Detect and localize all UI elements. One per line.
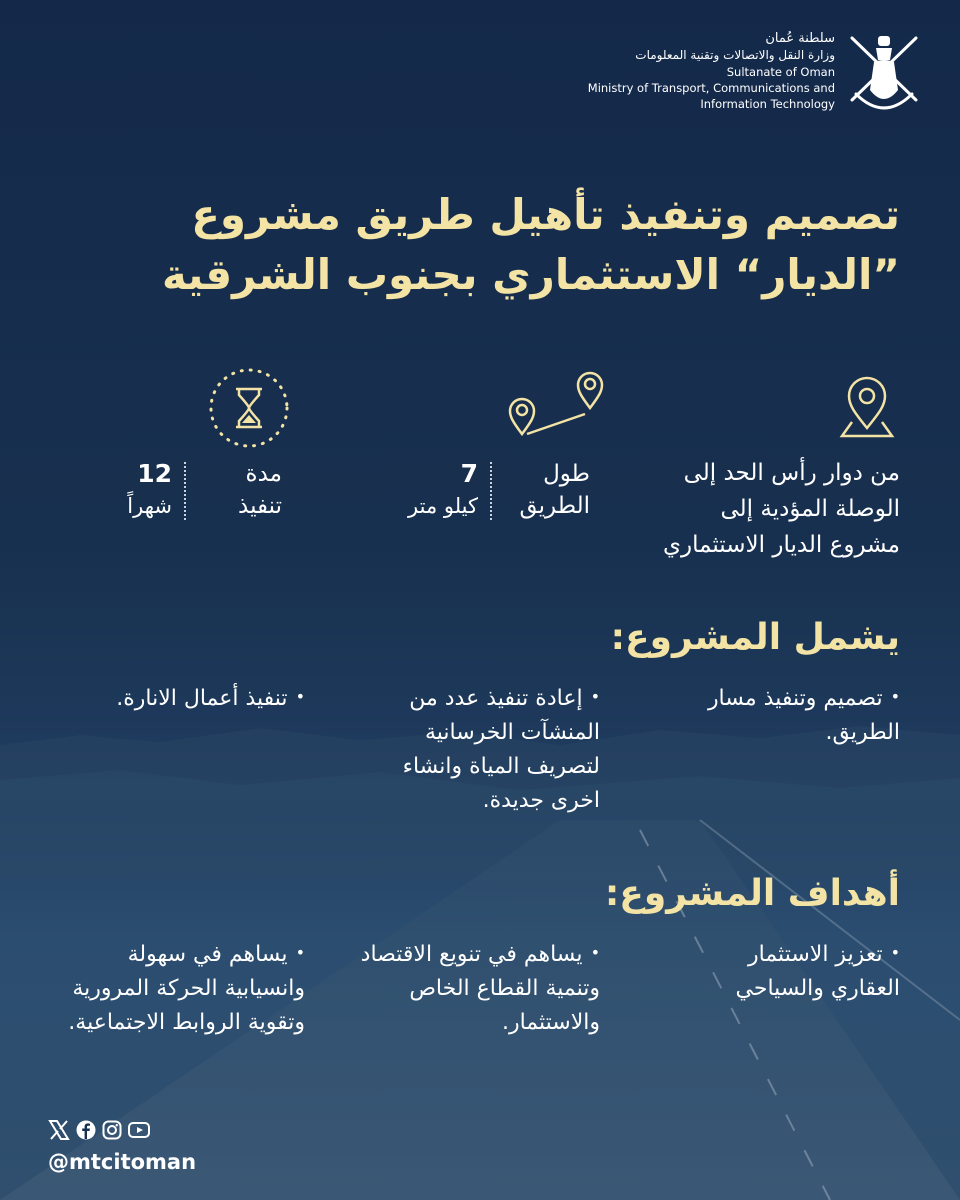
goal-item-text: تعزيز الاستثمار العقاري والسياحي [735,942,900,1001]
bullet-icon: • [890,687,900,706]
duration-label [182,458,282,522]
oman-emblem-icon [838,30,930,122]
goal-item [675,936,900,1006]
scope-item [675,680,900,750]
route-description: من دوار رأس الحد إلى الوصلة المؤدية إلى مشروع الديار الاستثماري [662,460,900,558]
scope-item-text: تنفيذ أعمال الانارة. [116,686,288,711]
length-divider [490,462,492,520]
ministry-header [515,30,835,112]
location-pin-icon [832,372,902,442]
goal-item [60,936,305,1040]
length-label-line2: الطريق [519,493,590,519]
length-label-line1: طول [543,461,590,487]
bullet-icon: • [590,943,600,962]
social-icons [48,1118,150,1142]
social-handle[interactable]: @mtcitoman [48,1150,197,1174]
facebook-icon[interactable] [76,1120,96,1140]
duration-label-line1: مدة [245,461,282,487]
header-ar-line2: وزارة النقل والاتصالات وتقنية المعلومات [635,48,835,62]
bullet-icon: • [295,687,305,706]
duration-value [72,458,172,522]
instagram-icon[interactable] [102,1120,122,1140]
duration-number: 12 [137,459,172,488]
length-label [490,458,590,522]
youtube-icon[interactable] [128,1120,150,1140]
scope-item-text: إعادة تنفيذ عدد من المنشآت الخرسانية لتصريف المياة وانشاء اخرى جديدة. [402,686,600,813]
goals-heading: أهداف المشروع: [604,873,900,914]
x-icon[interactable] [48,1120,70,1140]
scope-item [350,680,600,818]
scope-item-text: تصميم وتنفيذ مسار الطريق. [707,686,900,745]
duration-unit: شهراً [127,494,172,518]
bullet-icon: • [890,943,900,962]
duration-divider [184,462,186,520]
scope-heading: يشمل المشروع: [610,617,900,658]
goal-item-text: يساهم في سهولة وانسيابية الحركة المرورية وتقوية الروابط الاجتماعية. [68,942,305,1035]
hourglass-icon [206,365,292,451]
goal-item [350,936,600,1040]
header-en-line1: Sultanate of Oman [726,65,835,79]
bullet-icon: • [295,943,305,962]
page-title-line1: تصميم وتنفيذ تأهيل طريق مشروع [191,190,900,239]
length-value [358,458,478,522]
header-en-line2: Ministry of Transport, Communications and [587,81,835,95]
page-title-line2: ”الديار“ الاستثماري بجنوب الشرقية [162,250,900,299]
duration-label-line2: تنفيذ [238,493,282,519]
bullet-icon: • [590,687,600,706]
route-icon [505,368,605,440]
header-ar-line1: سلطنة عُمان [765,31,835,46]
header-en-line3: Information Technology [700,97,835,111]
length-number: 7 [460,459,478,488]
scope-item [60,680,305,716]
goal-item-text: يساهم في تنويع الاقتصاد وتنمية القطاع الخاص والاستثمار. [360,942,600,1035]
length-unit: كيلو متر [408,494,478,518]
